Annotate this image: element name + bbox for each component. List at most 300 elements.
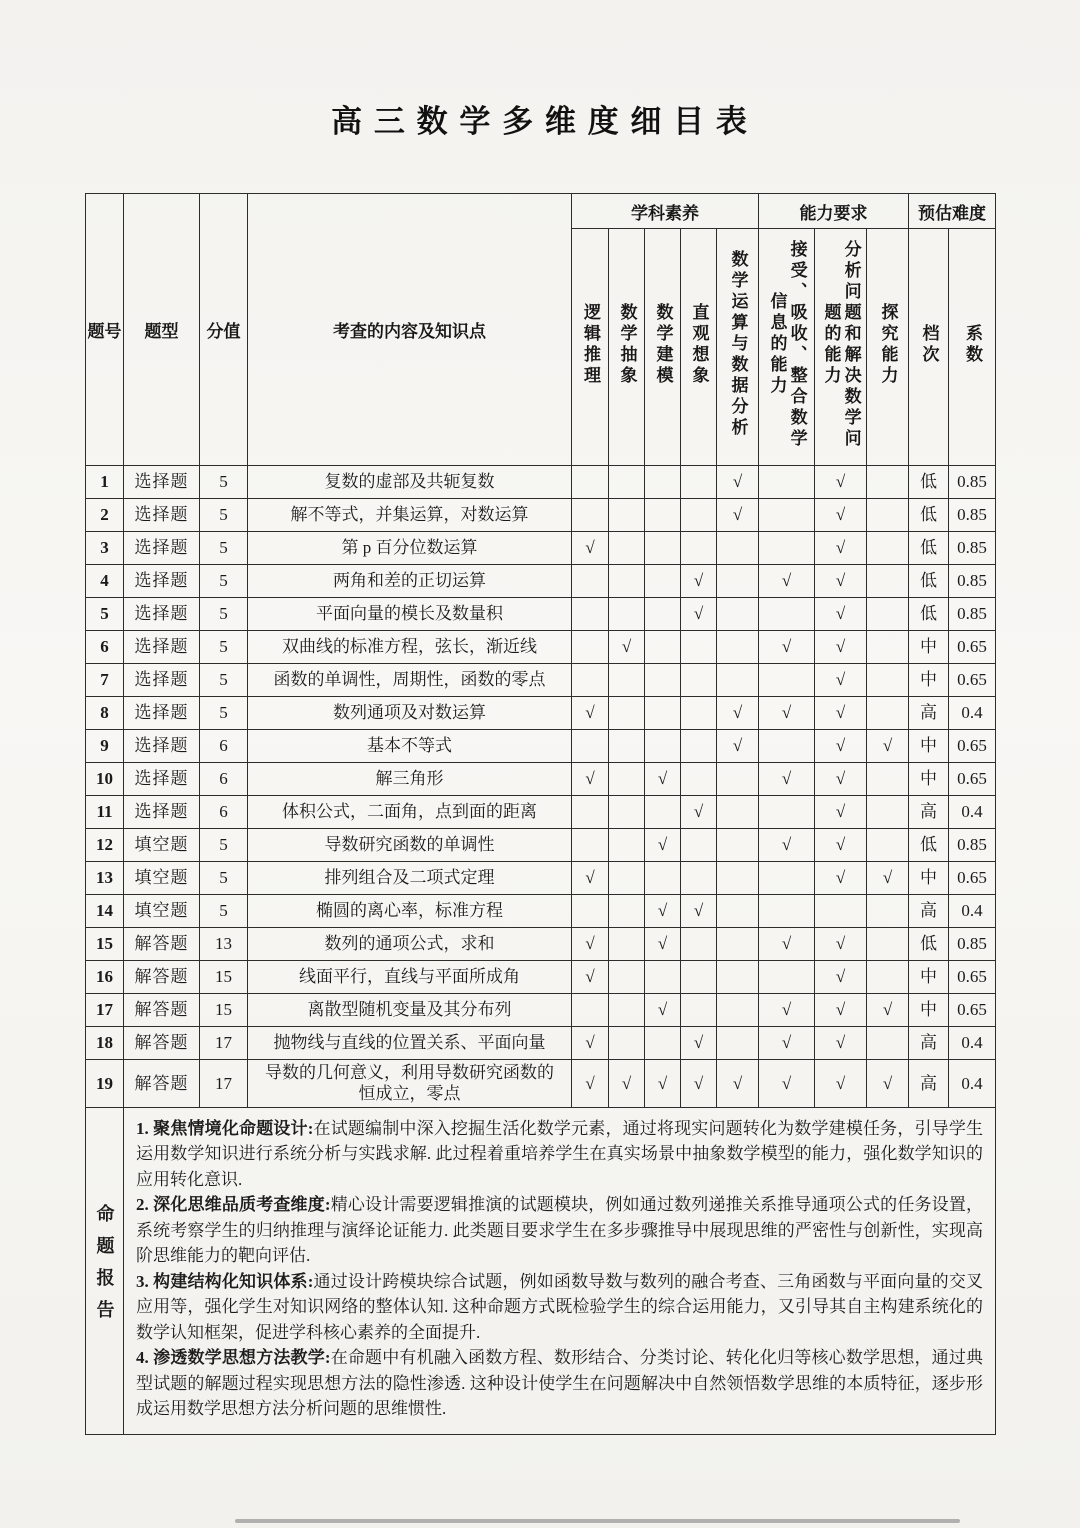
- empty-check-cell: [681, 697, 717, 730]
- score-cell: 5: [200, 598, 248, 631]
- checkmark-cell: √: [815, 1060, 867, 1108]
- table-row: [86, 1060, 996, 1108]
- empty-check-cell: [609, 598, 645, 631]
- qnum-cell: 3: [86, 532, 124, 565]
- coefficient-cell: 0.85: [949, 565, 996, 598]
- qtype-cell: 选择题: [124, 730, 200, 763]
- checkmark-cell: √: [681, 1027, 717, 1060]
- empty-check-cell: [572, 466, 609, 499]
- table-row: [86, 565, 996, 598]
- table-row: [86, 532, 996, 565]
- level-cell: 低: [909, 532, 949, 565]
- empty-check-cell: [717, 862, 759, 895]
- operation-data-analysis-label: 数学运算与数据分析: [728, 250, 748, 439]
- empty-check-cell: [645, 565, 681, 598]
- table-row: [86, 664, 996, 697]
- table-row: [86, 631, 996, 664]
- qtype-cell: 解答题: [124, 1027, 200, 1060]
- empty-check-cell: [609, 928, 645, 961]
- content-cell: 平面向量的模长及数量积: [248, 598, 572, 631]
- page-title: 高 三 数 学 多 维 度 细 目 表: [331, 104, 749, 139]
- empty-check-cell: [645, 631, 681, 664]
- empty-check-cell: [867, 664, 909, 697]
- empty-check-cell: [645, 1027, 681, 1060]
- empty-check-cell: [867, 532, 909, 565]
- empty-check-cell: [717, 763, 759, 796]
- content-cell: 函数的单调性，周期性，函数的零点: [248, 664, 572, 697]
- qtype-cell: 填空题: [124, 895, 200, 928]
- checkmark-cell: √: [645, 763, 681, 796]
- inquiry-ability-label: 探究能力: [878, 302, 898, 387]
- col-header-level: [909, 229, 949, 466]
- level-cell: 中: [909, 730, 949, 763]
- qnum-cell: 15: [86, 928, 124, 961]
- checkmark-cell: √: [759, 631, 815, 664]
- score-cell: 17: [200, 1060, 248, 1108]
- checkmark-cell: √: [572, 961, 609, 994]
- score-cell: 5: [200, 631, 248, 664]
- qnum-cell: 9: [86, 730, 124, 763]
- report-paragraph-body: 精心设计需要逻辑推演的试题模块，例如通过数列递推关系推导通项公式的任务设置，系统考察学生的归纳推理与演绎论证能力. 此类题目要求学生在多步骤推导中展现思维的严密性与创新性，实现高阶思维能力的靶向评估.: [136, 1195, 984, 1265]
- qtype-cell: 解答题: [124, 961, 200, 994]
- level-cell: 低: [909, 466, 949, 499]
- empty-check-cell: [867, 697, 909, 730]
- report-paragraph-body: 通过设计跨模块综合试题，例如函数导数与数列的融合考查、三角函数与平面向量的交叉应用等，强化学生对知识网络的整体认知. 这种命题方式既检验学生的综合运用能力，又引导其自主构建系统化的数学认知框架，促进学科核心素养的全面提升.: [136, 1271, 984, 1342]
- empty-check-cell: [867, 928, 909, 961]
- empty-check-cell: [572, 829, 609, 862]
- qtype-cell: 选择题: [124, 499, 200, 532]
- report-body: [124, 1107, 996, 1434]
- coefficient-cell: 0.4: [949, 1060, 996, 1108]
- empty-check-cell: [609, 532, 645, 565]
- qtype-cell: 选择题: [124, 763, 200, 796]
- checkmark-cell: √: [645, 1060, 681, 1108]
- report-paragraph-body: 在试题编制中深入挖掘生活化数学元素，通过将现实问题转化为数学建模任务，引导学生运用数学知识进行系统分析与实践求解. 此过程着重培养学生在真实场景中抽象数学模型的能力，强化数学知识的应用转化意识.: [136, 1118, 984, 1189]
- qtype-cell: 解答题: [124, 1060, 200, 1108]
- level-cell: 高: [909, 895, 949, 928]
- empty-check-cell: [759, 796, 815, 829]
- content-cell: 基本不等式: [248, 730, 572, 763]
- scan-artifact-line: [235, 1519, 960, 1523]
- content-cell: 解不等式，并集运算，对数运算: [248, 499, 572, 532]
- empty-check-cell: [759, 532, 815, 565]
- coefficient-cell: 0.65: [949, 994, 996, 1027]
- coefficient-cell: 0.4: [949, 895, 996, 928]
- score-cell: 15: [200, 994, 248, 1027]
- coefficient-cell: 0.65: [949, 631, 996, 664]
- score-cell: 5: [200, 532, 248, 565]
- coefficient-cell: 0.4: [949, 697, 996, 730]
- checkmark-cell: √: [815, 928, 867, 961]
- col-header-qnum: 题号: [86, 194, 124, 466]
- table-row: [86, 697, 996, 730]
- empty-check-cell: [609, 829, 645, 862]
- col-header-math-abstraction: [609, 229, 645, 466]
- checkmark-cell: √: [645, 928, 681, 961]
- group-header-ability: 能力要求: [759, 194, 909, 229]
- coefficient-cell: 0.85: [949, 466, 996, 499]
- intuitive-imagination-label: 直观想象: [689, 302, 709, 387]
- checkmark-cell: √: [609, 631, 645, 664]
- score-cell: 5: [200, 829, 248, 862]
- empty-check-cell: [717, 598, 759, 631]
- empty-check-cell: [759, 862, 815, 895]
- group-header-literacy: 学科素养: [572, 194, 759, 229]
- level-cell: 中: [909, 763, 949, 796]
- checkmark-cell: √: [681, 796, 717, 829]
- empty-check-cell: [681, 730, 717, 763]
- empty-check-cell: [867, 631, 909, 664]
- coefficient-cell: 0.85: [949, 598, 996, 631]
- col-header-analyze-solve-ability: [815, 229, 867, 466]
- math-modeling-label: 数学建模: [653, 302, 673, 387]
- checkmark-cell: √: [815, 961, 867, 994]
- checkmark-cell: √: [759, 697, 815, 730]
- table-row: [86, 730, 996, 763]
- table-container: [85, 193, 995, 1435]
- empty-check-cell: [645, 532, 681, 565]
- report-paragraph: [136, 1345, 983, 1422]
- empty-check-cell: [572, 895, 609, 928]
- empty-check-cell: [572, 598, 609, 631]
- table-row: [86, 928, 996, 961]
- table-body: [86, 466, 996, 1108]
- report-paragraph-head: 2. 深化思维品质考查维度:: [136, 1195, 331, 1214]
- empty-check-cell: [645, 697, 681, 730]
- content-cell: 椭圆的离心率，标准方程: [248, 895, 572, 928]
- empty-check-cell: [609, 796, 645, 829]
- checkmark-cell: √: [815, 664, 867, 697]
- empty-check-cell: [681, 994, 717, 1027]
- content-cell: 抛物线与直线的位置关系、平面向量: [248, 1027, 572, 1060]
- empty-check-cell: [609, 730, 645, 763]
- checkmark-cell: √: [815, 994, 867, 1027]
- col-header-content: 考查的内容及知识点: [248, 194, 572, 466]
- checkmark-cell: √: [645, 829, 681, 862]
- checkmark-cell: √: [815, 796, 867, 829]
- empty-check-cell: [867, 961, 909, 994]
- checkmark-cell: √: [681, 598, 717, 631]
- content-cell: 线面平行，直线与平面所成角: [248, 961, 572, 994]
- empty-check-cell: [717, 994, 759, 1027]
- report-paragraph-head: 1. 聚焦情境化命题设计:: [136, 1118, 314, 1138]
- empty-check-cell: [867, 1027, 909, 1060]
- empty-check-cell: [645, 862, 681, 895]
- empty-check-cell: [572, 796, 609, 829]
- table-row: [86, 796, 996, 829]
- level-cell: 低: [909, 928, 949, 961]
- qnum-cell: 7: [86, 664, 124, 697]
- coefficient-cell: 0.85: [949, 499, 996, 532]
- report-label-cell: [86, 1107, 124, 1434]
- table-row: [86, 961, 996, 994]
- qtype-cell: 选择题: [124, 631, 200, 664]
- empty-check-cell: [572, 499, 609, 532]
- content-cell: 复数的虚部及共轭复数: [248, 466, 572, 499]
- empty-check-cell: [609, 499, 645, 532]
- empty-check-cell: [759, 895, 815, 928]
- level-cell: 中: [909, 961, 949, 994]
- content-cell: 双曲线的标准方程，弦长，渐近线: [248, 631, 572, 664]
- checkmark-cell: √: [681, 1060, 717, 1108]
- score-cell: 6: [200, 763, 248, 796]
- empty-check-cell: [572, 730, 609, 763]
- empty-check-cell: [717, 664, 759, 697]
- table-row: [86, 1027, 996, 1060]
- empty-check-cell: [609, 763, 645, 796]
- empty-check-cell: [572, 631, 609, 664]
- qnum-cell: 5: [86, 598, 124, 631]
- report-section: [86, 1107, 996, 1434]
- coefficient-cell: 0.65: [949, 664, 996, 697]
- content-cell: 导数的几何意义，利用导数研究函数的恒成立，零点: [248, 1060, 572, 1108]
- coefficient-cell: 0.65: [949, 961, 996, 994]
- checkmark-cell: √: [815, 697, 867, 730]
- checkmark-cell: √: [815, 862, 867, 895]
- empty-check-cell: [681, 961, 717, 994]
- checkmark-cell: √: [572, 763, 609, 796]
- empty-check-cell: [717, 1027, 759, 1060]
- checkmark-cell: √: [717, 697, 759, 730]
- level-cell: 中: [909, 994, 949, 1027]
- coefficient-cell: 0.4: [949, 1027, 996, 1060]
- score-cell: 13: [200, 928, 248, 961]
- content-cell: 两角和差的正切运算: [248, 565, 572, 598]
- empty-check-cell: [609, 565, 645, 598]
- level-cell: 中: [909, 862, 949, 895]
- empty-check-cell: [645, 499, 681, 532]
- checkmark-cell: √: [572, 862, 609, 895]
- qnum-cell: 14: [86, 895, 124, 928]
- content-cell: 数列的通项公式，求和: [248, 928, 572, 961]
- group-header-difficulty: 预估难度: [909, 194, 996, 229]
- score-cell: 5: [200, 466, 248, 499]
- table-row: [86, 895, 996, 928]
- empty-check-cell: [609, 466, 645, 499]
- col-header-inquiry-ability: [867, 229, 909, 466]
- qnum-cell: 8: [86, 697, 124, 730]
- group-header-row: [86, 194, 996, 229]
- coefficient-cell: 0.65: [949, 763, 996, 796]
- checkmark-cell: √: [609, 1060, 645, 1108]
- col-header-absorb-info-ability: [759, 229, 815, 466]
- content-cell: 解三角形: [248, 763, 572, 796]
- checkmark-cell: √: [815, 499, 867, 532]
- empty-check-cell: [572, 994, 609, 1027]
- level-cell: 中: [909, 631, 949, 664]
- checkmark-cell: √: [681, 895, 717, 928]
- table-row: [86, 994, 996, 1027]
- checkmark-cell: √: [867, 730, 909, 763]
- checkmark-cell: √: [815, 1027, 867, 1060]
- content-cell: 排列组合及二项式定理: [248, 862, 572, 895]
- empty-check-cell: [681, 664, 717, 697]
- empty-check-cell: [609, 862, 645, 895]
- empty-check-cell: [867, 763, 909, 796]
- qtype-cell: 选择题: [124, 796, 200, 829]
- coefficient-cell: 0.85: [949, 532, 996, 565]
- qnum-cell: 10: [86, 763, 124, 796]
- empty-check-cell: [681, 499, 717, 532]
- col-header-score: 分值: [200, 194, 248, 466]
- spec-table: [85, 193, 996, 1435]
- empty-check-cell: [609, 697, 645, 730]
- qtype-cell: 选择题: [124, 565, 200, 598]
- analyze-solve-ability-label: 分析问题和解决数学问题的能力: [821, 239, 861, 450]
- score-cell: 6: [200, 796, 248, 829]
- empty-check-cell: [759, 598, 815, 631]
- checkmark-cell: √: [815, 466, 867, 499]
- score-cell: 15: [200, 961, 248, 994]
- score-cell: 5: [200, 499, 248, 532]
- empty-check-cell: [645, 598, 681, 631]
- checkmark-cell: √: [681, 565, 717, 598]
- empty-check-cell: [717, 631, 759, 664]
- qtype-cell: 选择题: [124, 598, 200, 631]
- checkmark-cell: √: [572, 1060, 609, 1108]
- empty-check-cell: [572, 565, 609, 598]
- empty-check-cell: [572, 664, 609, 697]
- content-cell: 导数研究函数的单调性: [248, 829, 572, 862]
- empty-check-cell: [867, 829, 909, 862]
- score-cell: 5: [200, 664, 248, 697]
- empty-check-cell: [609, 1027, 645, 1060]
- empty-check-cell: [759, 664, 815, 697]
- empty-check-cell: [681, 862, 717, 895]
- checkmark-cell: √: [815, 565, 867, 598]
- checkmark-cell: √: [815, 631, 867, 664]
- content-cell: 离散型随机变量及其分布列: [248, 994, 572, 1027]
- qnum-cell: 2: [86, 499, 124, 532]
- col-header-qtype: 题型: [124, 194, 200, 466]
- table-row: [86, 763, 996, 796]
- report-paragraph: [136, 1269, 983, 1346]
- empty-check-cell: [759, 466, 815, 499]
- logical-reasoning-label: 逻辑推理: [581, 302, 601, 387]
- absorb-info-ability-label: 接受、吸收、整合数学信息的能力: [767, 239, 807, 450]
- empty-check-cell: [681, 928, 717, 961]
- qtype-cell: 选择题: [124, 664, 200, 697]
- qnum-cell: 1: [86, 466, 124, 499]
- score-cell: 5: [200, 697, 248, 730]
- empty-check-cell: [717, 532, 759, 565]
- math-abstraction-label: 数学抽象: [617, 302, 637, 387]
- content-cell: 第 p 百分位数运算: [248, 532, 572, 565]
- checkmark-cell: √: [572, 697, 609, 730]
- qtype-cell: 选择题: [124, 697, 200, 730]
- report-paragraph: [136, 1116, 983, 1193]
- qtype-cell: 解答题: [124, 928, 200, 961]
- checkmark-cell: √: [815, 730, 867, 763]
- qnum-cell: 18: [86, 1027, 124, 1060]
- empty-check-cell: [645, 730, 681, 763]
- qtype-cell: 填空题: [124, 829, 200, 862]
- level-cell: 低: [909, 565, 949, 598]
- empty-check-cell: [867, 895, 909, 928]
- empty-check-cell: [759, 961, 815, 994]
- empty-check-cell: [759, 499, 815, 532]
- empty-check-cell: [867, 499, 909, 532]
- checkmark-cell: √: [867, 994, 909, 1027]
- col-header-logical-reasoning: [572, 229, 609, 466]
- empty-check-cell: [867, 598, 909, 631]
- checkmark-cell: √: [815, 829, 867, 862]
- qtype-cell: 填空题: [124, 862, 200, 895]
- qtype-cell: 选择题: [124, 466, 200, 499]
- coefficient-cell: 0.65: [949, 730, 996, 763]
- empty-check-cell: [681, 532, 717, 565]
- empty-check-cell: [717, 796, 759, 829]
- score-cell: 17: [200, 1027, 248, 1060]
- level-cell: 高: [909, 796, 949, 829]
- empty-check-cell: [681, 763, 717, 796]
- qnum-cell: 19: [86, 1060, 124, 1108]
- empty-check-cell: [645, 796, 681, 829]
- qnum-cell: 11: [86, 796, 124, 829]
- checkmark-cell: √: [759, 829, 815, 862]
- col-header-coefficient: [949, 229, 996, 466]
- qnum-cell: 6: [86, 631, 124, 664]
- level-label: 档次: [919, 323, 939, 366]
- col-header-intuitive-imagination: [681, 229, 717, 466]
- report-label: 命题报告: [94, 1203, 115, 1332]
- level-cell: 高: [909, 697, 949, 730]
- empty-check-cell: [645, 961, 681, 994]
- checkmark-cell: √: [759, 565, 815, 598]
- content-cell: 数列通项及对数运算: [248, 697, 572, 730]
- level-cell: 低: [909, 598, 949, 631]
- score-cell: 6: [200, 730, 248, 763]
- coefficient-cell: 0.85: [949, 829, 996, 862]
- col-header-operation-data-analysis: [717, 229, 759, 466]
- empty-check-cell: [815, 895, 867, 928]
- checkmark-cell: √: [572, 1027, 609, 1060]
- empty-check-cell: [609, 994, 645, 1027]
- empty-check-cell: [717, 829, 759, 862]
- checkmark-cell: √: [815, 763, 867, 796]
- col-header-math-modeling: [645, 229, 681, 466]
- empty-check-cell: [609, 895, 645, 928]
- empty-check-cell: [681, 631, 717, 664]
- coefficient-label: 系数: [963, 323, 983, 366]
- qnum-cell: 16: [86, 961, 124, 994]
- empty-check-cell: [867, 796, 909, 829]
- score-cell: 5: [200, 565, 248, 598]
- checkmark-cell: √: [717, 499, 759, 532]
- qnum-cell: 12: [86, 829, 124, 862]
- checkmark-cell: √: [717, 1060, 759, 1108]
- report-paragraph-head: 3. 构建结构化知识体系:: [136, 1271, 314, 1291]
- coefficient-cell: 0.4: [949, 796, 996, 829]
- empty-check-cell: [867, 466, 909, 499]
- empty-check-cell: [645, 466, 681, 499]
- empty-check-cell: [681, 466, 717, 499]
- qnum-cell: 4: [86, 565, 124, 598]
- checkmark-cell: √: [645, 994, 681, 1027]
- checkmark-cell: √: [717, 730, 759, 763]
- qtype-cell: 选择题: [124, 532, 200, 565]
- score-cell: 5: [200, 895, 248, 928]
- empty-check-cell: [717, 895, 759, 928]
- checkmark-cell: √: [759, 994, 815, 1027]
- coefficient-cell: 0.65: [949, 862, 996, 895]
- table-row: [86, 829, 996, 862]
- checkmark-cell: √: [645, 895, 681, 928]
- content-cell: 体积公式，二面角，点到面的距离: [248, 796, 572, 829]
- table-row: [86, 499, 996, 532]
- qnum-cell: 13: [86, 862, 124, 895]
- checkmark-cell: √: [815, 532, 867, 565]
